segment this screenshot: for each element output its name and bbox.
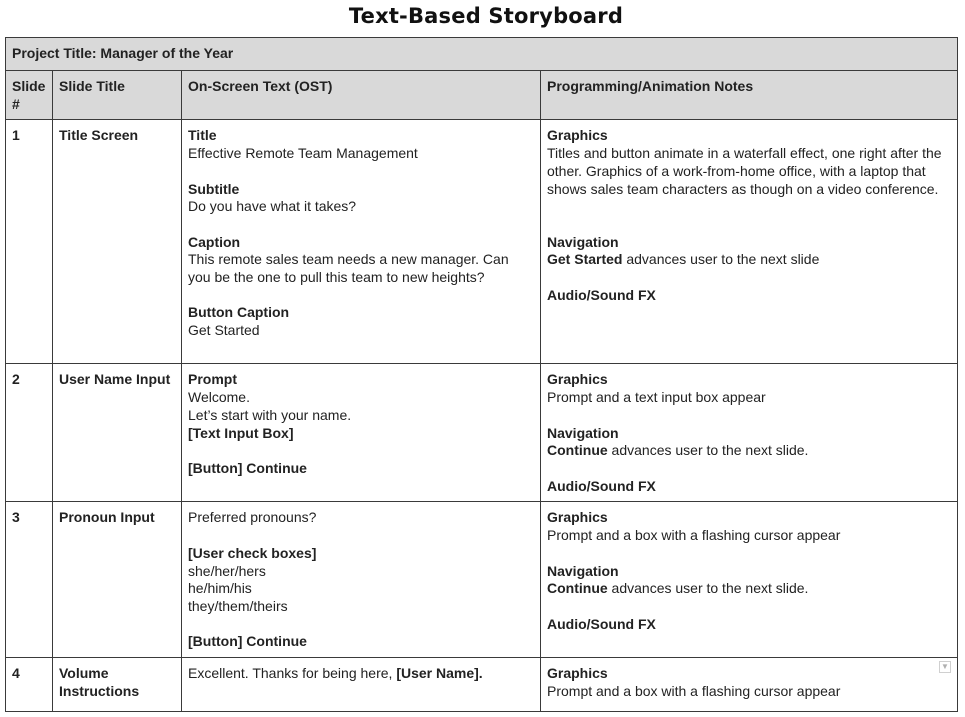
ost-cell (182, 364, 541, 502)
notes-navigation-text: advances user to the next slide. (607, 580, 809, 597)
ost-caption-value: This remote sales team needs a new manager. Can you be the one to pull this team to new heights? (188, 251, 509, 285)
table-row (6, 120, 958, 364)
notes-graphics-label: Graphics (547, 665, 608, 681)
notes-audio-label: Audio/Sound FX (547, 615, 656, 632)
notes-audio-label: Audio/Sound FX (547, 286, 656, 303)
slide-number: 3 (6, 502, 53, 658)
storyboard-table (5, 37, 958, 712)
notes-graphics-label: Graphics (547, 509, 608, 526)
notes-graphics-text: Prompt and a text input box appear (547, 389, 766, 406)
ost-subtitle-label: Subtitle (188, 180, 240, 197)
ost-cell (182, 658, 541, 712)
ost-cell (182, 120, 541, 364)
ost-option: they/them/theirs (188, 597, 288, 614)
ost-prompt-label: Prompt (188, 371, 237, 388)
notes-cell (541, 502, 958, 658)
notes-graphics-label: Graphics (547, 127, 608, 144)
notes-cell (541, 120, 958, 364)
notes-navigation-bold: Get Started (547, 251, 623, 268)
slide-title: Pronoun Input (53, 502, 182, 658)
slide-number: 2 (6, 364, 53, 502)
header-slide-number: Slide # (6, 71, 53, 120)
document-title: Text-Based Storyboard (348, 4, 624, 28)
slide-title: User Name Input (53, 364, 182, 502)
ost-title-value: Effective Remote Team Management (188, 145, 418, 162)
notes-cell (541, 658, 958, 712)
notes-navigation-text: advances user to the next slide (622, 251, 820, 268)
notes-navigation-text: advances user to the next slide. (607, 442, 809, 459)
slide-number: 4 (6, 658, 53, 712)
header-ost: On-Screen Text (OST) (182, 71, 541, 120)
ost-button-value: Get Started (188, 322, 260, 339)
ost-checkbox-label: [User check boxes] (188, 544, 317, 561)
scroll-down-icon[interactable]: ▼ (939, 661, 951, 673)
ost-button-label: Button Caption (188, 304, 290, 321)
ost-option: she/her/hers (188, 562, 266, 579)
notes-graphics-text: Titles and button animate in a waterfall effect, one right after the other. Graphics of a work-from-home office, with a laptop that shows sales team characters as though on a video conference. (547, 145, 942, 197)
ost-button: [Button] Continue (188, 633, 307, 650)
header-row (6, 71, 958, 120)
notes-cell (541, 364, 958, 502)
notes-graphics-text: Prompt and a box with a flashing cursor appear (547, 682, 841, 699)
ost-option: he/him/his (188, 580, 252, 597)
slide-number: 1 (6, 120, 53, 364)
ost-cell (182, 502, 541, 658)
table-row (6, 364, 958, 502)
notes-graphics-text: Prompt and a box with a flashing cursor appear (547, 527, 841, 544)
notes-navigation-label: Navigation (547, 562, 619, 579)
notes-navigation-bold: Continue (547, 442, 608, 459)
header-notes: Programming/Animation Notes (541, 71, 958, 120)
ost-line: Let’s start with your name. (188, 406, 352, 423)
ost-line: Welcome. (188, 389, 250, 406)
notes-navigation-label: Navigation (547, 233, 619, 250)
header-slide-title: Slide Title (53, 71, 182, 120)
notes-audio-label: Audio/Sound FX (547, 477, 656, 494)
ost-button: [Button] Continue (188, 459, 307, 476)
slide-title: Volume Instructions (53, 658, 182, 712)
notes-navigation-line (547, 442, 951, 460)
ost-question: Preferred pronouns? (188, 509, 317, 526)
notes-navigation-bold: Continue (547, 580, 608, 597)
notes-navigation-label: Navigation (547, 424, 619, 441)
project-title: Project Title: Manager of the Year (6, 38, 958, 71)
ost-user-name-token: [User Name]. (396, 665, 483, 681)
ost-text: Excellent. Thanks for being here, (188, 665, 397, 681)
ost-input-box: [Text Input Box] (188, 424, 294, 441)
table-row (6, 502, 958, 658)
table-row (6, 658, 958, 712)
ost-subtitle-value: Do you have what it takes? (188, 198, 357, 215)
notes-navigation-line (547, 251, 951, 269)
notes-graphics-label: Graphics (547, 371, 608, 388)
notes-navigation-line (547, 580, 951, 598)
project-title-row (6, 38, 958, 71)
slide-title: Title Screen (53, 120, 182, 364)
ost-title-label: Title (188, 127, 217, 144)
ost-caption-label: Caption (188, 233, 241, 250)
